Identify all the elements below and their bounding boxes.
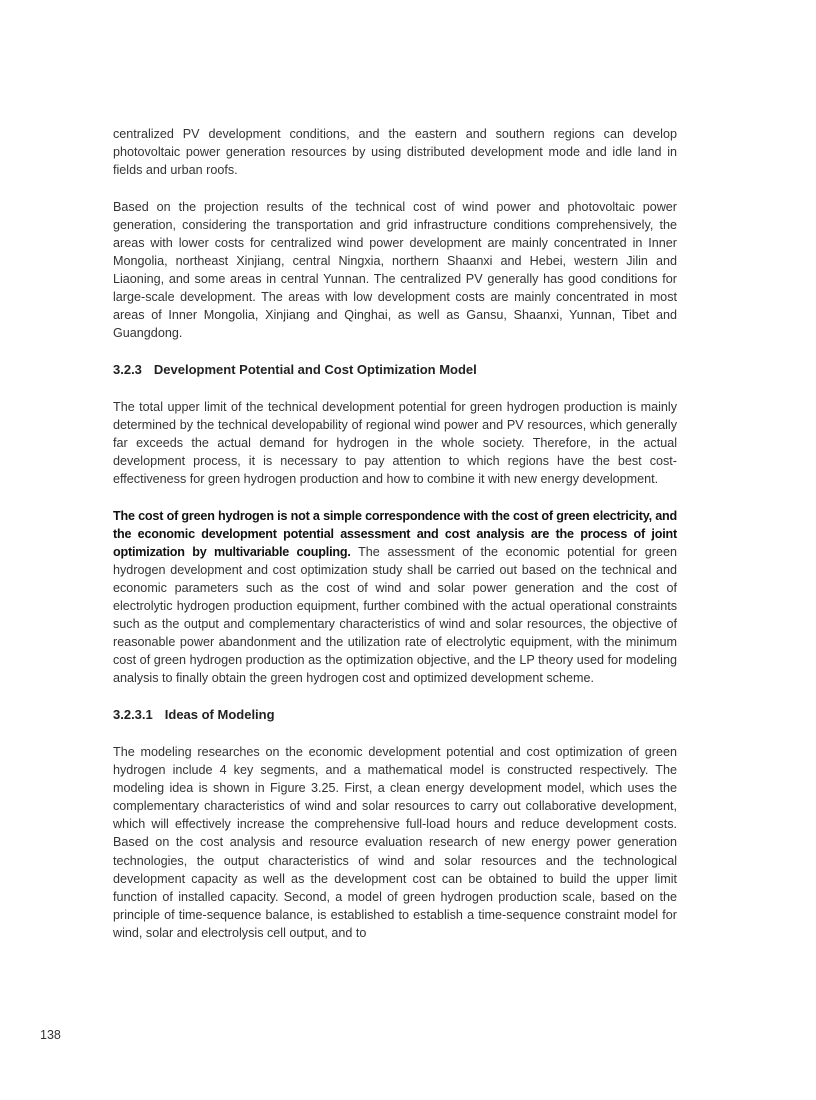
page-number: 138 xyxy=(40,1028,61,1042)
section-title: Development Potential and Cost Optimization Model xyxy=(153,362,477,378)
section-number: 3.2.3 xyxy=(113,362,142,378)
paragraph-upper-limit: The total upper limit of the technical development potential for green hydrogen production is mainly determined by the technical developability of regional wind power and PV resources, which generally far exceeds the actual demand for hydrogen in the whole society. Therefore, in the actual development process, it is necessary to pay attention to which regions have the best cost-effectiveness for green hydrogen production and how to combine it with new energy development. xyxy=(113,399,677,486)
section-number: 3.2.3.1 xyxy=(113,706,153,722)
section-heading-3-2-3-1 xyxy=(113,706,677,724)
paragraph-cost-projection: Based on the projection results of the technical cost of wind power and photovoltaic power generation, considering the transportation and grid infrastructure conditions comprehensively, the areas with lower costs for centralized wind power development are mainly concentrated in Inner Mongolia, northeast Xinjiang, central Ningxia, northern Shaanxi and Hebei, western Jilin and Liaoning, and some areas in central Yunnan. The centralized PV generally has good conditions for large-scale development. The areas with low development costs are mainly concentrated in most areas of Inner Mongolia, Xinjiang and Qinghai, as well as Gansu, Shaanxi, Yunnan, Tibet and Guangdong. xyxy=(113,199,677,341)
paragraph-rest: The assessment of the economic potential for green hydrogen development and cost optimization study shall be carried out based on the technical and economic parameters such as the cost of wind and solar power generation and the cost of electrolytic hydrogen production equipment, further combined with the actual operational constraints such as the output and complementary characteristics of wind and solar resources, the objective of reasonable power abandonment and the utilization rate of electrolytic equipment, with the minimum cost of green hydrogen production as the optimization objective, and the LP theory used for modeling analysis to finally obtain the green hydrogen cost and optimized development scheme. xyxy=(113,544,677,686)
paragraph-pv-distributed: centralized PV development conditions, and the eastern and southern regions can develop photovoltaic power generation resources by using distributed development mode and idle land in fields and urban roofs. xyxy=(113,127,677,178)
paragraph-modeling-ideas: The modeling researches on the economic development potential and cost optimization of green hydrogen include 4 key segments, and a mathematical model is constructed respectively. The modeling idea is shown in Figure 3.25. First, a clean energy development model, which uses the complementary characteristics of wind and solar resources to carry out collaborative development, which will effectively increase the comprehensive full-load hours and reduce development costs. Based on the cost analysis and resource evaluation research of new energy power generation technologies, the output characteristics of wind and solar resources and the technological development capacity as well as the development cost can be obtained to build the upper limit function of installed capacity. Second, a model of green hydrogen production scale, based on the principle of time-sequence balance, is established to establish a time-sequence constraint model for wind, solar and electrolysis cell output, and to xyxy=(113,744,677,940)
section-title: Ideas of Modeling xyxy=(164,706,275,722)
bold-lead-sentence: The cost of green hydrogen is not a simple correspondence with the cost of green electricity, and the economic development potential assessment and cost analysis are the process of joint optimization by multivariable coupling. xyxy=(113,508,677,559)
document-body xyxy=(113,125,677,942)
section-heading-3-2-3 xyxy=(113,361,677,379)
paragraph-cost-coupling xyxy=(113,507,677,688)
